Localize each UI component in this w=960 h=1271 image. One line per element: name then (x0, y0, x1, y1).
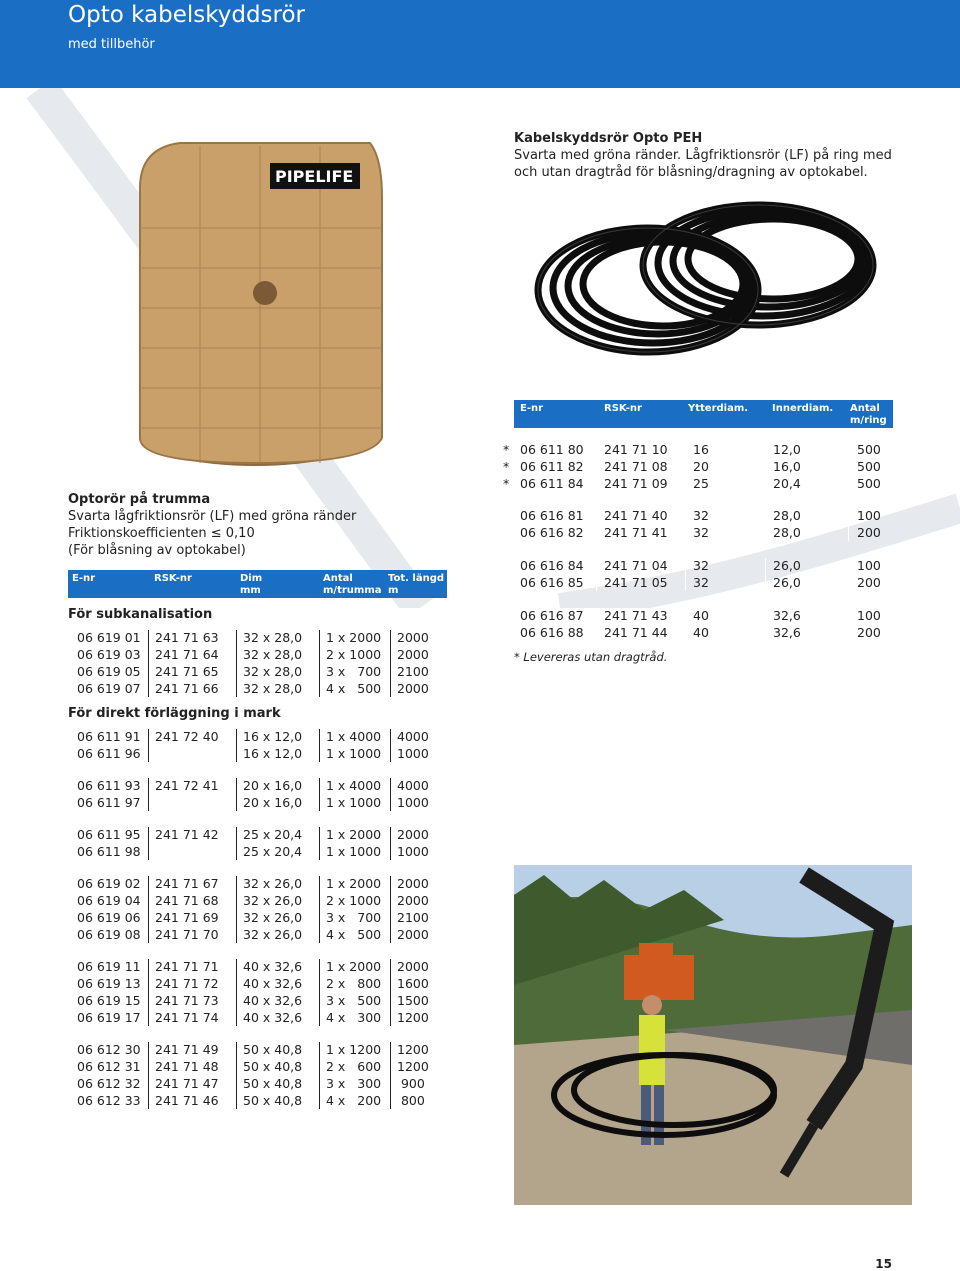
column-divider (685, 508, 686, 541)
table-cell-tot: 900 (397, 1076, 425, 1091)
column-divider (765, 508, 766, 541)
table-cell-enr: 06 619 08 (77, 927, 141, 942)
coil-desc-line: och utan dragtråd för blåsning/dragning av optokabel. (514, 165, 868, 180)
table-cell-rsk: 241 71 40 (604, 508, 668, 523)
table-cell-rsk: 241 71 69 (155, 910, 219, 925)
installation-photo (514, 865, 912, 1205)
table-cell-antal: 200 (857, 575, 881, 590)
table-cell-tot: 2000 (397, 630, 429, 645)
table-cell-antal: 100 (857, 508, 881, 523)
table-cell-dim: 16 x 12,0 (243, 729, 303, 744)
table-cell-enr: 06 616 87 (520, 608, 584, 623)
table-cell-antal: 1 x 1200 (326, 1042, 382, 1057)
table-cell-dim: 32 x 28,0 (243, 647, 303, 662)
column-divider (319, 729, 320, 762)
table-cell-inner: 20,4 (773, 476, 801, 491)
table-cell-rsk: 241 71 10 (604, 442, 668, 457)
table-cell-rsk: 241 72 40 (155, 729, 219, 744)
table-cell-enr: 06 612 33 (77, 1093, 141, 1108)
column-divider (148, 729, 149, 762)
table-cell-dim: 40 x 32,6 (243, 959, 303, 974)
svg-text:PIPELIFE: PIPELIFE (275, 167, 354, 186)
column-divider (765, 442, 766, 492)
table-cell-rsk: 241 71 08 (604, 459, 668, 474)
table-cell-rsk: 241 71 05 (604, 575, 668, 590)
table-cell-antal: 100 (857, 558, 881, 573)
table-cell-antal: 2 x 1000 (326, 647, 382, 662)
table-cell-antal: 4 x 300 (326, 1010, 382, 1025)
reel-heading: Optorör på trumma (68, 492, 211, 507)
table-cell-dim: 40 x 32,6 (243, 993, 303, 1008)
table-cell-inner: 26,0 (773, 575, 801, 590)
table-cell-antal: 3 x 300 (326, 1076, 382, 1091)
table-cell-enr: 06 619 05 (77, 664, 141, 679)
table-cell-antal: 4 x 500 (326, 681, 382, 696)
col-header-dim-unit: mm (240, 585, 261, 596)
table-cell-antal: 1 x 2000 (326, 630, 382, 645)
table-cell-tot: 1200 (397, 1059, 429, 1074)
table-cell-enr: 06 611 93 (77, 778, 141, 793)
table-cell-rsk: 241 71 09 (604, 476, 668, 491)
column-divider (848, 608, 849, 641)
column-divider (390, 778, 391, 811)
column-divider (148, 827, 149, 860)
table-cell-enr: 06 619 07 (77, 681, 141, 696)
col-header-enr: E-nr (72, 573, 96, 584)
table-cell-star: * (503, 476, 510, 491)
table-cell-dim: 32 x 26,0 (243, 910, 303, 925)
table-cell-dim: 25 x 20,4 (243, 844, 303, 859)
table-cell-antal: 3 x 500 (326, 993, 382, 1008)
col-header-rsk: RSK-nr (604, 403, 642, 414)
column-divider (319, 630, 320, 697)
table-cell-tot: 2000 (397, 927, 429, 942)
coil-desc-line: Svarta med gröna ränder. Lågfriktionsrör (LF) på ring med (514, 148, 892, 163)
col-header-tot-unit: m (388, 585, 399, 596)
table-cell-ytter: 40 (693, 625, 709, 640)
table-cell-antal: 100 (857, 608, 881, 623)
table-cell-star: * (503, 459, 510, 474)
column-divider (685, 608, 686, 641)
table-cell-antal: 1 x 2000 (326, 959, 382, 974)
table-cell-tot: 1200 (397, 1042, 429, 1057)
table-cell-ytter: 32 (693, 575, 709, 590)
table-cell-antal: 200 (857, 625, 881, 640)
table-cell-tot: 2100 (397, 910, 429, 925)
column-divider (148, 959, 149, 1026)
table-cell-enr: 06 611 97 (77, 795, 141, 810)
table-cell-enr: 06 611 82 (520, 459, 584, 474)
table-cell-inner: 12,0 (773, 442, 801, 457)
table-cell-enr: 06 611 84 (520, 476, 584, 491)
col-header-antal: Antal (850, 403, 880, 414)
table-cell-antal: 2 x 1000 (326, 893, 382, 908)
table-cell-enr: 06 616 81 (520, 508, 584, 523)
table-cell-inner: 28,0 (773, 508, 801, 523)
column-divider (319, 778, 320, 811)
table-cell-enr: 06 612 30 (77, 1042, 141, 1057)
column-divider (390, 1042, 391, 1109)
column-divider (390, 630, 391, 697)
column-divider (236, 959, 237, 1026)
table-cell-tot: 1000 (397, 844, 429, 859)
table-cell-rsk: 241 71 64 (155, 647, 219, 662)
col-header-antal-unit: m/ring (850, 415, 887, 426)
col-header-inner: Innerdiam. (772, 403, 834, 414)
table-cell-dim: 16 x 12,0 (243, 746, 303, 761)
table-cell-enr: 06 619 04 (77, 893, 141, 908)
column-divider (596, 508, 597, 541)
page-subtitle: med tillbehör (68, 37, 155, 52)
pipe-coil-image (528, 190, 888, 375)
table-cell-enr: 06 611 80 (520, 442, 584, 457)
table-cell-antal: 4 x 200 (326, 1093, 382, 1108)
table-cell-dim: 50 x 40,8 (243, 1059, 303, 1074)
coil-description (514, 130, 914, 181)
table-cell-enr: 06 611 98 (77, 844, 141, 859)
table-cell-enr: 06 619 03 (77, 647, 141, 662)
left-table-header (68, 570, 447, 598)
column-divider (148, 630, 149, 697)
table-cell-ytter: 40 (693, 608, 709, 623)
column-divider (848, 442, 849, 492)
section-direkt-mark: För direkt förläggning i mark (68, 706, 281, 721)
table-cell-tot: 2000 (397, 681, 429, 696)
table-cell-antal: 1 x 1000 (326, 795, 382, 810)
column-divider (390, 876, 391, 943)
column-divider (390, 959, 391, 1026)
column-divider (390, 729, 391, 762)
col-header-tot: Tot. längd (388, 573, 445, 584)
table-cell-rsk: 241 71 41 (604, 525, 668, 540)
table-cell-antal: 500 (857, 476, 881, 491)
reel-desc-line: Svarta lågfriktionsrör (LF) med gröna ränder (68, 509, 357, 524)
table-cell-dim: 32 x 28,0 (243, 630, 303, 645)
table-cell-enr: 06 619 11 (77, 959, 141, 974)
table-cell-rsk: 241 71 44 (604, 625, 668, 640)
col-header-enr: E-nr (520, 403, 544, 414)
column-divider (685, 558, 686, 591)
table-cell-ytter: 32 (693, 508, 709, 523)
table-cell-tot: 2000 (397, 876, 429, 891)
column-divider (596, 558, 597, 591)
table-cell-antal: 1 x 1000 (326, 844, 382, 859)
column-divider (236, 778, 237, 811)
table-cell-dim: 40 x 32,6 (243, 1010, 303, 1025)
table-cell-inner: 16,0 (773, 459, 801, 474)
table-cell-antal: 1 x 2000 (326, 827, 382, 842)
table-cell-dim: 50 x 40,8 (243, 1076, 303, 1091)
column-divider (319, 827, 320, 860)
table-cell-antal: 3 x 700 (326, 910, 382, 925)
table-cell-rsk: 241 71 46 (155, 1093, 219, 1108)
table-cell-inner: 26,0 (773, 558, 801, 573)
table-cell-enr: 06 619 06 (77, 910, 141, 925)
col-header-antal-unit: m/trumma (323, 585, 382, 596)
table-cell-enr: 06 619 02 (77, 876, 141, 891)
table-cell-tot: 2000 (397, 893, 429, 908)
column-divider (848, 558, 849, 591)
table-cell-antal: 1 x 4000 (326, 729, 382, 744)
table-cell-ytter: 25 (693, 476, 709, 491)
table-cell-ytter: 20 (693, 459, 709, 474)
column-divider (596, 608, 597, 641)
column-divider (148, 778, 149, 811)
col-header-dim: Dim (240, 573, 263, 584)
coil-heading: Kabelskyddsrör Opto PEH (514, 131, 703, 146)
table-cell-tot: 2100 (397, 664, 429, 679)
table-cell-dim: 32 x 26,0 (243, 927, 303, 942)
table-cell-enr: 06 619 17 (77, 1010, 141, 1025)
page-number: 15 (875, 1257, 892, 1271)
table-cell-enr: 06 619 01 (77, 630, 141, 645)
cable-reel-image (120, 118, 390, 473)
page-title: Opto kabelskyddsrör (68, 2, 306, 28)
column-divider (848, 508, 849, 541)
table-cell-ytter: 32 (693, 525, 709, 540)
table-cell-rsk: 241 71 73 (155, 993, 219, 1008)
table-cell-rsk: 241 71 47 (155, 1076, 219, 1091)
table-cell-enr: 06 619 13 (77, 976, 141, 991)
table-cell-enr: 06 616 82 (520, 525, 584, 540)
column-divider (319, 876, 320, 943)
table-cell-inner: 32,6 (773, 608, 801, 623)
table-cell-dim: 50 x 40,8 (243, 1042, 303, 1057)
table-cell-rsk: 241 71 66 (155, 681, 219, 696)
table-cell-rsk: 241 71 67 (155, 876, 219, 891)
table-cell-enr: 06 619 15 (77, 993, 141, 1008)
table-cell-rsk: 241 71 71 (155, 959, 219, 974)
table-cell-antal: 200 (857, 525, 881, 540)
table-cell-antal: 4 x 500 (326, 927, 382, 942)
col-header-antal: Antal (323, 573, 353, 584)
column-divider (319, 1042, 320, 1109)
col-header-rsk: RSK-nr (154, 573, 192, 584)
column-divider (236, 729, 237, 762)
column-divider (148, 876, 149, 943)
table-cell-tot: 1200 (397, 1010, 429, 1025)
table-cell-rsk: 241 71 65 (155, 664, 219, 679)
table-cell-rsk: 241 72 41 (155, 778, 219, 793)
table-cell-tot: 4000 (397, 729, 429, 744)
page-header (0, 0, 960, 88)
column-divider (236, 1042, 237, 1109)
table-cell-antal: 2 x 800 (326, 976, 382, 991)
table-cell-enr: 06 611 95 (77, 827, 141, 842)
table-cell-tot: 1000 (397, 795, 429, 810)
table-cell-tot: 1500 (397, 993, 429, 1008)
column-divider (765, 558, 766, 591)
table-cell-rsk: 241 71 68 (155, 893, 219, 908)
table-cell-rsk: 241 71 04 (604, 558, 668, 573)
table-cell-dim: 50 x 40,8 (243, 1093, 303, 1108)
table-cell-antal: 3 x 700 (326, 664, 382, 679)
table-cell-rsk: 241 71 43 (604, 608, 668, 623)
table-cell-enr: 06 612 32 (77, 1076, 141, 1091)
table-cell-dim: 32 x 26,0 (243, 893, 303, 908)
table-cell-rsk: 241 71 63 (155, 630, 219, 645)
column-divider (319, 959, 320, 1026)
table-cell-rsk: 241 71 74 (155, 1010, 219, 1025)
table-cell-rsk: 241 71 48 (155, 1059, 219, 1074)
table-cell-enr: 06 616 84 (520, 558, 584, 573)
table-cell-dim: 32 x 28,0 (243, 664, 303, 679)
table-cell-inner: 28,0 (773, 525, 801, 540)
table-cell-tot: 1600 (397, 976, 429, 991)
table-cell-tot: 1000 (397, 746, 429, 761)
table-cell-antal: 500 (857, 459, 881, 474)
reel-desc-line: (För blåsning av optokabel) (68, 543, 246, 558)
table-cell-dim: 40 x 32,6 (243, 976, 303, 991)
table-cell-dim: 32 x 28,0 (243, 681, 303, 696)
column-divider (236, 630, 237, 697)
column-divider (596, 442, 597, 492)
table-cell-dim: 20 x 16,0 (243, 778, 303, 793)
table-cell-dim: 25 x 20,4 (243, 827, 303, 842)
column-divider (236, 876, 237, 943)
table-cell-dim: 32 x 26,0 (243, 876, 303, 891)
reel-description (68, 491, 398, 559)
column-divider (390, 827, 391, 860)
right-table-header (514, 400, 893, 428)
table-cell-ytter: 16 (693, 442, 709, 457)
table-cell-enr: 06 611 91 (77, 729, 141, 744)
table-cell-rsk: 241 71 72 (155, 976, 219, 991)
table-cell-dim: 20 x 16,0 (243, 795, 303, 810)
reel-desc-line: Friktionskoefficienten ≤ 0,10 (68, 526, 255, 541)
table-cell-inner: 32,6 (773, 625, 801, 640)
table-cell-tot: 800 (397, 1093, 425, 1108)
column-divider (685, 442, 686, 492)
table-cell-antal: 1 x 2000 (326, 876, 382, 891)
table-cell-antal: 1 x 1000 (326, 746, 382, 761)
table-cell-antal: 2 x 600 (326, 1059, 382, 1074)
table-cell-star: * (503, 442, 510, 457)
table-cell-antal: 1 x 4000 (326, 778, 382, 793)
table-cell-enr: 06 616 85 (520, 575, 584, 590)
column-divider (148, 1042, 149, 1109)
footnote: * Levereras utan dragtråd. (514, 650, 668, 664)
table-cell-tot: 2000 (397, 959, 429, 974)
column-divider (236, 827, 237, 860)
column-divider (765, 608, 766, 641)
table-cell-ytter: 32 (693, 558, 709, 573)
table-cell-tot: 2000 (397, 647, 429, 662)
table-cell-rsk: 241 71 70 (155, 927, 219, 942)
table-cell-tot: 4000 (397, 778, 429, 793)
section-subkanalisation: För subkanalisation (68, 607, 213, 622)
table-cell-enr: 06 611 96 (77, 746, 141, 761)
table-cell-tot: 2000 (397, 827, 429, 842)
table-cell-rsk: 241 71 42 (155, 827, 219, 842)
table-cell-rsk: 241 71 49 (155, 1042, 219, 1057)
table-cell-enr: 06 616 88 (520, 625, 584, 640)
table-cell-enr: 06 612 31 (77, 1059, 141, 1074)
table-cell-antal: 500 (857, 442, 881, 457)
col-header-ytter: Ytterdiam. (688, 403, 749, 414)
